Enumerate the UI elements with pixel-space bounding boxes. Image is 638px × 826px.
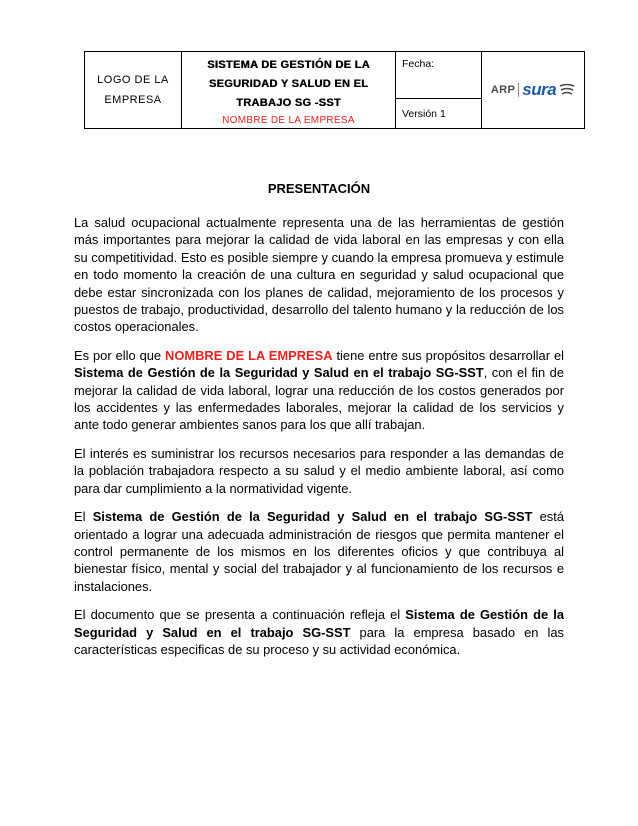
paragraph-2 — [74, 347, 564, 434]
logo-line-1: LOGO DE LA — [97, 74, 169, 86]
arp-logo-text: ARP — [490, 84, 516, 96]
arp-sura-logo — [482, 52, 585, 129]
paragraph-5-text-1: El documento que se presenta a continuación refleja el — [74, 607, 406, 623]
paragraph-4-text-2: está orientado a lograr una adecuada administración de riesgos que permita mantener el control permanente de los mismos en los diferentes oficios y que contribuya al bienestar físico, mental y social del trabajador y al funcionamiento de los recursos e instalaciones. — [74, 509, 565, 594]
date-field: Fecha: — [396, 52, 482, 99]
system-name-bold: Sistema de Gestión de la Seguridad y Salud en el trabajo SG-SST — [74, 365, 484, 381]
logo-line-2: EMPRESA — [104, 94, 162, 106]
sura-logo-text: sura — [522, 80, 557, 99]
system-title-line-2: SEGURIDAD Y SALUD EN EL — [208, 78, 369, 90]
company-logo-placeholder — [85, 52, 182, 129]
document-header-table — [84, 51, 585, 129]
sura-swirl-icon — [559, 83, 575, 97]
document-body — [74, 214, 564, 669]
company-name-inline: NOMBRE DE LA EMPRESA — [165, 347, 333, 363]
system-name-bold: Sistema de Gestión de la Seguridad y Salud en el trabajo SG-SST — [74, 607, 564, 640]
paragraph-2-text-1: Es por ello que — [74, 347, 166, 363]
paragraph-4-text-1: El — [74, 509, 93, 525]
system-name-bold: Sistema de Gestión de la Seguridad y Salud en el trabajo SG-SST — [92, 509, 533, 525]
paragraph-2-text-3: , con el fin de mejorar la calidad de vida laboral, lograr una reducción de los costos generados por los accidentes y las enfermedades laborales, mejorar la calidad de los servicios y ante todo generar ambientes sanos para los que allí trabajan. — [74, 365, 564, 433]
paragraph-5 — [74, 606, 564, 658]
system-title-cell — [182, 52, 396, 129]
document-title: PRESENTACIÓN — [267, 181, 371, 196]
system-title-line-3: TRABAJO SG -SST — [236, 97, 341, 109]
paragraph-2-text-2: tiene entre sus propósitos desarrollar el — [332, 347, 564, 363]
paragraph-1: La salud ocupacional actualmente representa una de las herramientas de gestión más importantes para mejorar la calidad de vida laboral en las empresas y con ella su competitividad. Esto es posible siempre y cuando la empresa promueva y estimule en todo momento la creación de una cultura en seguridad y salud ocupacional que debe estar sincronizada con los planes de calidad, mejoramiento de los procesos y puestos de trabajo, productividad, desarrollo del talento humano y la reducción de los costos operacionales. — [74, 215, 564, 335]
paragraph-4 — [74, 508, 564, 595]
paragraph-3: El interés es suministrar los recursos necesarios para responder a las demandas de la población trabajadora respecto a su salud y el medio ambiente laboral, así como para dar cumplimiento a la normatividad vigente. — [74, 445, 564, 496]
version-field: Versión 1 — [396, 99, 482, 129]
company-name-header: NOMBRE DE LA EMPRESA — [222, 115, 355, 126]
system-title-line-1: SISTEMA DE GESTIÓN DE LA — [207, 59, 370, 71]
logo-divider — [518, 83, 519, 97]
paragraph-5-text-2: para la empresa basado en las características especificas de su proceso y su actividad económica. — [74, 624, 564, 657]
